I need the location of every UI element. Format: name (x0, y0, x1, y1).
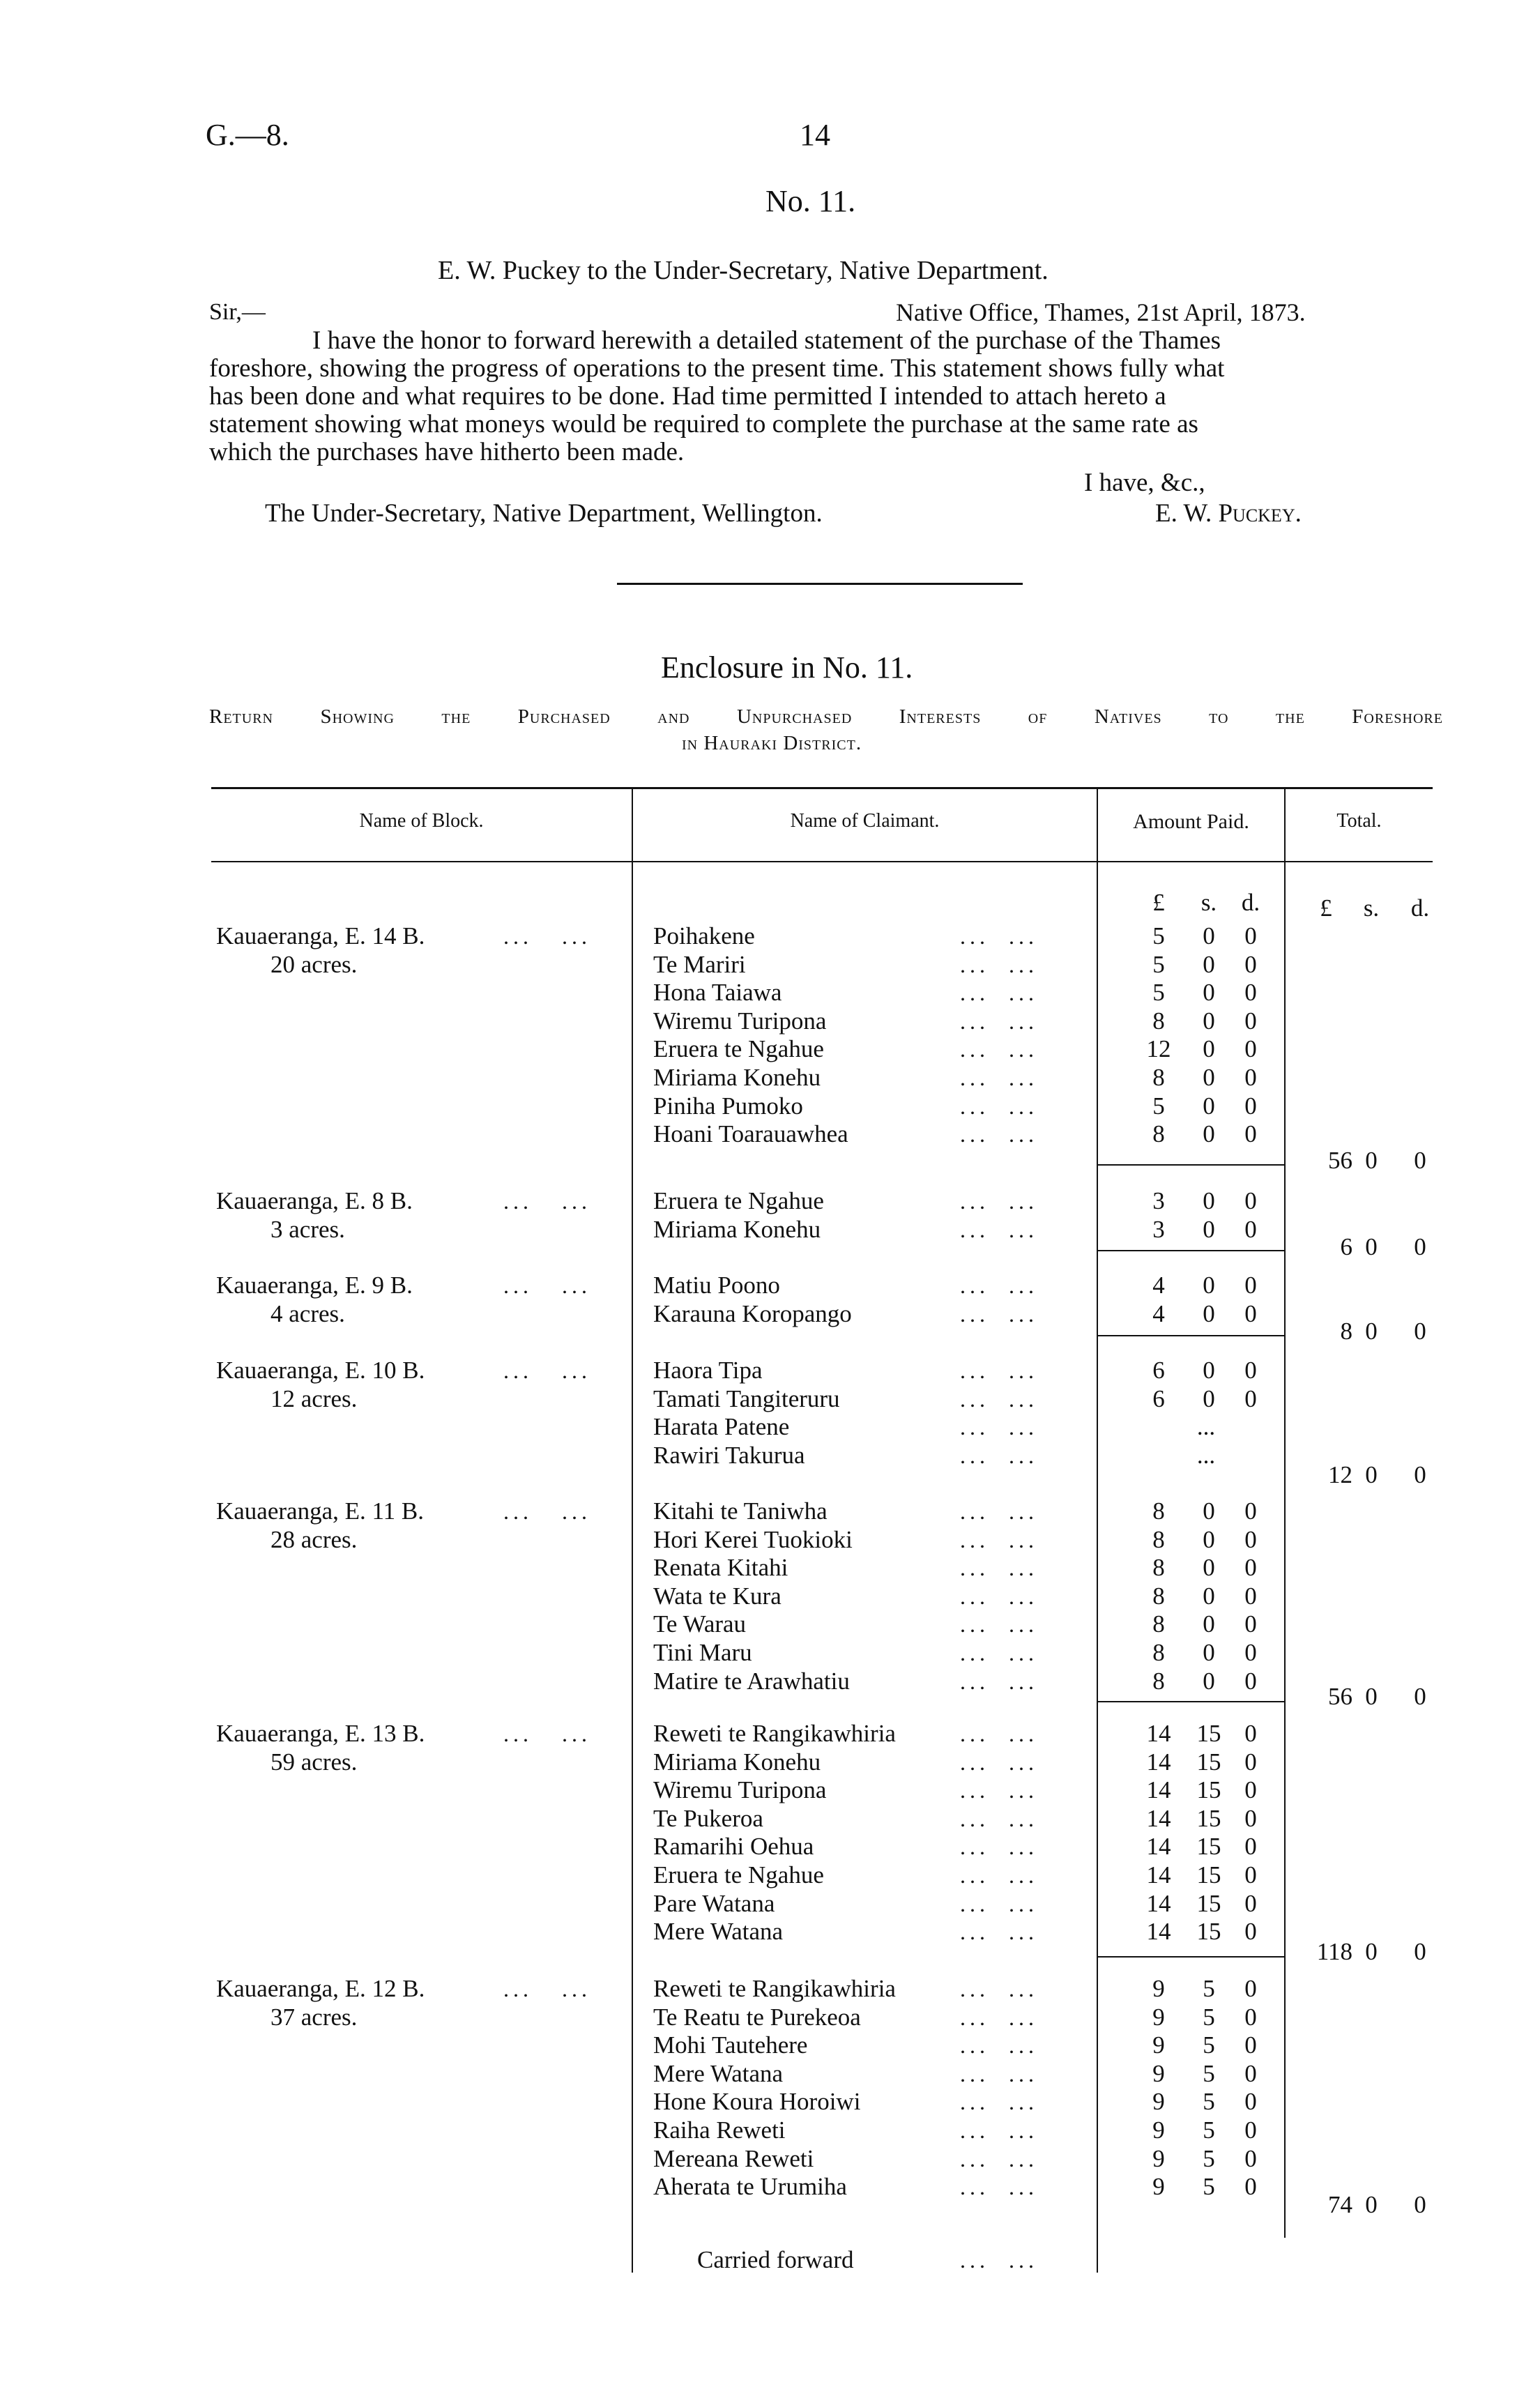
page-number: 14 (800, 118, 830, 152)
leader-dots: ... ... (960, 1189, 1038, 1214)
total-pence: 0 (1414, 1147, 1426, 1174)
amount-shillings: 0 (1203, 1035, 1215, 1063)
claimant-name: Mere Watana (653, 2059, 784, 2087)
total-pence: 0 (1414, 2191, 1426, 2218)
leader-dots: ... ... (960, 2146, 1038, 2172)
subtotal-rule (1097, 1956, 1286, 1958)
claimant-name: Matire te Arawhatiu (653, 1667, 850, 1695)
total-pounds: 56 (1328, 1147, 1352, 1174)
leader-dots: ... ... (503, 1273, 591, 1298)
amount-pounds: 14 (1146, 1889, 1171, 1917)
claimant-name: Poihakene (653, 922, 755, 949)
leader-dots: ... ... (503, 1976, 591, 2001)
table-head-rule (211, 861, 1433, 862)
amount-shillings: 0 (1203, 1357, 1215, 1384)
amount-pence: 0 (1244, 1776, 1257, 1804)
claimant-name: Raiha Reweti (653, 2116, 786, 2144)
amount-pence: 0 (1244, 1554, 1257, 1582)
leader-dots: ... ... (960, 2089, 1038, 2115)
leader-dots: ... ... (960, 1122, 1038, 1147)
amount-shillings: 15 (1196, 1804, 1221, 1832)
claimant-name: Tamati Tangiteruru (653, 1384, 840, 1412)
leader-dots: ... ... (960, 924, 1038, 949)
amount-pounds: 8 (1152, 1525, 1165, 1553)
block-acres: 12 acres. (270, 1384, 358, 1412)
col-divider-1 (632, 789, 633, 2273)
amount-pounds: 4 (1152, 1272, 1165, 1299)
col-divider-3 (1284, 789, 1286, 2238)
amount-pence: 0 (1244, 2116, 1257, 2144)
leader-dots: ... ... (960, 1891, 1038, 1916)
amount-shillings: 15 (1196, 1720, 1221, 1747)
amount-pence: 0 (1244, 1975, 1257, 2002)
amount-pence: 0 (1244, 2088, 1257, 2116)
leader-dots: ... ... (960, 1499, 1038, 1524)
letter-body (209, 327, 1436, 466)
leader-dots: ... ... (960, 2004, 1038, 2030)
amount-pounds: 6 (1152, 1357, 1165, 1384)
leader-dots: ... ... (960, 1037, 1038, 1062)
claimant-name: Eruera te Ngahue (653, 1187, 824, 1214)
total-pounds: 8 (1340, 1318, 1352, 1345)
amount-pence: 0 (1244, 2173, 1257, 2201)
claimant-name: Pare Watana (653, 1889, 775, 1917)
amount-pounds: 14 (1146, 1776, 1171, 1804)
amount-pence: 0 (1244, 1299, 1257, 1327)
dateline: Native Office, Thames, 21st April, 1873. (896, 298, 1306, 326)
amount-pounds: 12 (1146, 1035, 1171, 1063)
total-pence: 0 (1414, 1233, 1426, 1260)
amount-pence: 0 (1244, 1215, 1257, 1243)
letter-line: which the purchases have hitherto been made. (209, 438, 685, 466)
leader-dots: ... ... (960, 1863, 1038, 1888)
amount-pounds: 9 (1152, 2144, 1165, 2172)
leader-dots: ... ... (503, 924, 591, 949)
claimant-name: Te Pukeroa (653, 1804, 763, 1832)
claimant-name: Reweti te Rangikawhiria (653, 1720, 896, 1747)
amount-pounds: 5 (1152, 950, 1165, 978)
leader-dots: ... ... (960, 1216, 1038, 1242)
amount-pounds: 5 (1152, 1092, 1165, 1120)
amount-shillings: 0 (1203, 1639, 1215, 1666)
claimant-name: Mereana Reweti (653, 2144, 814, 2172)
unit-shillings: s. (1200, 889, 1217, 916)
amount-shillings: 0 (1203, 1525, 1215, 1553)
amount-shillings: 0 (1203, 1120, 1215, 1148)
amount-pounds: 14 (1146, 1833, 1171, 1861)
leader-dots: ... ... (503, 1721, 591, 1746)
claimant-name: Eruera te Ngahue (653, 1861, 824, 1888)
total-pence: 0 (1414, 1461, 1426, 1488)
letter-from-line: E. W. Puckey to the Under-Secretary, Native Department. (438, 256, 1049, 285)
leader-dots: ... ... (960, 1583, 1038, 1609)
enclosure-title: Enclosure in No. 11. (661, 650, 913, 685)
carried-forward: Carried forward (697, 2246, 854, 2273)
amount-shillings: 0 (1203, 1554, 1215, 1582)
amount-shillings: 15 (1196, 1918, 1221, 1946)
total-shillings: 0 (1365, 1683, 1378, 1710)
claimant-name: Tini Maru (653, 1639, 752, 1666)
amount-pounds: 14 (1146, 1861, 1171, 1888)
leader-dots: ... ... (960, 1721, 1038, 1746)
amount-pounds: 8 (1152, 1007, 1165, 1035)
block-acres: 20 acres. (270, 950, 358, 978)
total-shillings: 0 (1365, 1938, 1378, 1965)
block-name: Kauaeranga, E. 12 B. (216, 1975, 425, 2002)
amount-pence: 0 (1244, 1120, 1257, 1148)
leader-dots: ... ... (960, 1612, 1038, 1638)
amount-pence: 0 (1244, 922, 1257, 949)
claimant-name: Wata te Kura (653, 1582, 782, 1610)
subtotal-rule (1097, 1701, 1286, 1702)
enclosure-subtitle-2: in Hauraki District. (682, 732, 862, 754)
amount-shillings: 5 (1203, 1975, 1215, 2002)
leader-dots: ... ... (960, 1527, 1038, 1552)
amount-pence: 0 (1244, 1861, 1257, 1888)
total-shillings: 0 (1365, 2191, 1378, 2218)
claimant-name: Miriama Konehu (653, 1215, 821, 1243)
amount-shillings: 15 (1196, 1861, 1221, 1888)
total-pence: 0 (1414, 1683, 1426, 1710)
block-acres: 37 acres. (270, 2003, 358, 2031)
amount-pence: 0 (1244, 2031, 1257, 2059)
leader-dots: ... ... (960, 1301, 1038, 1327)
unit-pounds: £ (1152, 889, 1165, 916)
leader-dots: ... ... (960, 2033, 1038, 2059)
enclosure-subtitle: Return Showing the Purchased and Unpurchased Interests of Natives to the Foreshore (209, 705, 1443, 728)
block-acres: 4 acres. (270, 1299, 345, 1327)
amount-pounds: 8 (1152, 1554, 1165, 1582)
amount-pounds: 8 (1152, 1582, 1165, 1610)
amount-pounds: 8 (1152, 1064, 1165, 1091)
leader-dots: ... ... (960, 2061, 1038, 2086)
amount-shillings: 5 (1203, 2059, 1215, 2087)
total-unit-pounds: £ (1320, 894, 1332, 922)
amount-shillings: 5 (1203, 2088, 1215, 2116)
amount-pounds: 9 (1152, 2059, 1165, 2087)
total-pounds: 12 (1328, 1461, 1352, 1488)
leader-dots: ... ... (960, 2118, 1038, 2143)
leader-dots: ... ... (960, 1386, 1038, 1412)
amount-pence: 0 (1244, 1748, 1257, 1776)
column-header-amount: Amount Paid. (1133, 810, 1249, 833)
amount-pence: 0 (1244, 950, 1257, 978)
claimant-name: Mohi Tautehere (653, 2031, 808, 2059)
leader-dots: ... ... (960, 1919, 1038, 1945)
claimant-name: Mere Watana (653, 1918, 784, 1946)
claimant-name: Te Mariri (653, 950, 746, 978)
amount-shillings: 0 (1203, 1582, 1215, 1610)
total-shillings: 0 (1365, 1233, 1378, 1260)
claimant-name: Miriama Konehu (653, 1064, 821, 1091)
amount-pounds: 3 (1152, 1187, 1165, 1214)
claimant-name: Karauna Koropango (653, 1299, 852, 1327)
amount-shillings: 15 (1196, 1776, 1221, 1804)
amount-pence: 0 (1244, 1610, 1257, 1638)
amount-pounds: 6 (1152, 1384, 1165, 1412)
amount-pence: 0 (1244, 2144, 1257, 2172)
amount-shillings: 0 (1203, 979, 1215, 1007)
amount-unpaid: ... (1196, 1441, 1216, 1469)
closing: I have, &c., (1084, 468, 1205, 497)
leader-dots: ... ... (960, 952, 1038, 977)
amount-pence: 0 (1244, 1357, 1257, 1384)
amount-shillings: 5 (1203, 2031, 1215, 2059)
leader-dots: ... ... (960, 1008, 1038, 1034)
block-name: Kauaeranga, E. 14 B. (216, 922, 425, 949)
document-code: G.—8. (206, 118, 289, 152)
amount-shillings: 0 (1203, 1215, 1215, 1243)
leader-dots: ... ... (960, 980, 1038, 1006)
leader-dots: ... ... (960, 2174, 1038, 2200)
amount-shillings: 15 (1196, 1748, 1221, 1776)
amount-pence: 0 (1244, 1272, 1257, 1299)
amount-pounds: 5 (1152, 979, 1165, 1007)
leader-dots: ... ... (960, 1640, 1038, 1665)
amount-pounds: 14 (1146, 1720, 1171, 1747)
amount-pounds: 5 (1152, 922, 1165, 949)
amount-pounds: 9 (1152, 2116, 1165, 2144)
claimant-name: Eruera te Ngahue (653, 1035, 824, 1063)
claimant-name: Ramarihi Oehua (653, 1833, 814, 1861)
amount-pence: 0 (1244, 1918, 1257, 1946)
total-pence: 0 (1414, 1938, 1426, 1965)
col-divider-2 (1097, 789, 1098, 2273)
leader-dots: ... ... (960, 1778, 1038, 1803)
amount-shillings: 0 (1203, 922, 1215, 949)
leader-dots: ... ... (960, 1668, 1038, 1694)
total-pounds: 6 (1340, 1233, 1352, 1260)
claimant-name: Te Reatu te Purekeoa (653, 2003, 861, 2031)
column-header-claimant: Name of Claimant. (790, 810, 940, 832)
claimant-name: Hone Koura Horoiwi (653, 2088, 861, 2116)
amount-pence: 0 (1244, 1804, 1257, 1832)
amount-pounds: 8 (1152, 1610, 1165, 1638)
block-acres: 28 acres. (270, 1525, 358, 1553)
addressee: The Under-Secretary, Native Department, Wellington. (265, 499, 823, 528)
claimant-name: Rawiri Takurua (653, 1441, 805, 1469)
leader-dots: ... ... (960, 1414, 1038, 1440)
letter-line: I have the honor to forward herewith a detailed statement of the purchase of the Thames (312, 326, 1221, 355)
amount-pence: 0 (1244, 1384, 1257, 1412)
letter-line: has been done and what requires to be done. Had time permitted I intended to attach hereto a (209, 382, 1166, 411)
amount-shillings: 5 (1203, 2003, 1215, 2031)
total-shillings: 0 (1365, 1318, 1378, 1345)
leader-dots: ... ... (503, 1499, 591, 1524)
leader-dots: ... ... (503, 1358, 591, 1383)
amount-shillings: 0 (1203, 1092, 1215, 1120)
amount-pence: 0 (1244, 1092, 1257, 1120)
leader-dots: ... ... (960, 1273, 1038, 1298)
claimant-name: Renata Kitahi (653, 1554, 788, 1582)
claimant-name: Wiremu Turipona (653, 1776, 827, 1804)
amount-pence: 0 (1244, 2003, 1257, 2031)
amount-shillings: 5 (1203, 2144, 1215, 2172)
salutation: Sir,— (209, 299, 266, 325)
amount-shillings: 0 (1203, 1007, 1215, 1035)
amount-pounds: 8 (1152, 1667, 1165, 1695)
subtotal-rule (1097, 1335, 1286, 1336)
claimant-name: Hona Taiawa (653, 979, 782, 1007)
amount-shillings: 5 (1203, 2173, 1215, 2201)
claimant-name: Piniha Pumoko (653, 1092, 803, 1120)
block-acres: 59 acres. (270, 1748, 358, 1776)
amount-pence: 0 (1244, 1639, 1257, 1666)
amount-pounds: 3 (1152, 1215, 1165, 1243)
amount-shillings: 0 (1203, 1299, 1215, 1327)
block-name: Kauaeranga, E. 10 B. (216, 1357, 425, 1384)
amount-shillings: 0 (1203, 1497, 1215, 1525)
amount-pounds: 9 (1152, 1975, 1165, 2002)
amount-shillings: 5 (1203, 2116, 1215, 2144)
total-unit-shillings: s. (1363, 894, 1380, 922)
claimant-name: Wiremu Turipona (653, 1007, 827, 1035)
amount-pence: 0 (1244, 1497, 1257, 1525)
claimant-name: Hori Kerei Tuokioki (653, 1525, 853, 1553)
claimant-name: Harata Patene (653, 1413, 790, 1441)
amount-shillings: 15 (1196, 1833, 1221, 1861)
total-shillings: 0 (1365, 1147, 1378, 1174)
total-pounds: 56 (1328, 1683, 1352, 1710)
claimant-name: Haora Tipa (653, 1357, 763, 1384)
amount-shillings: 0 (1203, 1667, 1215, 1695)
leader-dots: ... ... (960, 1555, 1038, 1581)
amount-unpaid: ... (1196, 1413, 1216, 1441)
total-unit-pence: d. (1410, 894, 1430, 922)
letter-line: statement showing what moneys would be required to complete the purchase at the same rate as (209, 410, 1198, 438)
claimant-name: Matiu Poono (653, 1272, 780, 1299)
amount-shillings: 0 (1203, 1064, 1215, 1091)
amount-pence: 0 (1244, 1667, 1257, 1695)
amount-pounds: 9 (1152, 2003, 1165, 2031)
amount-pounds: 8 (1152, 1120, 1165, 1148)
total-pounds: 74 (1328, 2191, 1352, 2218)
leader-dots: ... ... (960, 1976, 1038, 2001)
column-header-block: Name of Block. (359, 810, 484, 832)
total-pence: 0 (1414, 1318, 1426, 1345)
amount-pence: 0 (1244, 1187, 1257, 1214)
block-name: Kauaeranga, E. 9 B. (216, 1272, 413, 1299)
amount-pence: 0 (1244, 2059, 1257, 2087)
claimant-name: Hoani Toarauawhea (653, 1120, 848, 1148)
leader-dots: ... ... (960, 1442, 1038, 1468)
amount-pence: 0 (1244, 1582, 1257, 1610)
section-divider (617, 583, 1023, 585)
amount-pounds: 9 (1152, 2088, 1165, 2116)
amount-pounds: 8 (1152, 1497, 1165, 1525)
amount-pounds: 8 (1152, 1639, 1165, 1666)
amount-pence: 0 (1244, 1007, 1257, 1035)
amount-pence: 0 (1244, 1035, 1257, 1063)
amount-pence: 0 (1244, 979, 1257, 1007)
subtotal-rule (1097, 1164, 1286, 1166)
claimant-name: Reweti te Rangikawhiria (653, 1975, 896, 2002)
claimant-name: Aherata te Urumiha (653, 2173, 847, 2201)
block-name: Kauaeranga, E. 11 B. (216, 1497, 425, 1525)
claimant-name: Te Warau (653, 1610, 747, 1638)
amount-pounds: 4 (1152, 1299, 1165, 1327)
total-pounds: 118 (1316, 1938, 1352, 1965)
document-number: No. 11. (765, 184, 856, 218)
amount-shillings: 0 (1203, 1187, 1215, 1214)
leader-dots: ... ... (960, 1834, 1038, 1860)
leader-dots: ... ... (960, 1065, 1038, 1090)
amount-pounds: 14 (1146, 1804, 1171, 1832)
subtotal-rule (1097, 1250, 1286, 1251)
amount-pence: 0 (1244, 1064, 1257, 1091)
amount-shillings: 0 (1203, 950, 1215, 978)
table-top-rule (211, 787, 1433, 789)
leader-dots: ... ... (960, 1806, 1038, 1831)
amount-shillings: 0 (1203, 1272, 1215, 1299)
amount-pounds: 14 (1146, 1918, 1171, 1946)
leader-dots: ... ... (503, 1189, 591, 1214)
signature: E. W. Puckey. (1155, 499, 1302, 528)
block-acres: 3 acres. (270, 1215, 345, 1243)
amount-pence: 0 (1244, 1525, 1257, 1553)
leader-dots: ... ... (960, 1749, 1038, 1775)
amount-shillings: 0 (1203, 1384, 1215, 1412)
total-shillings: 0 (1365, 1461, 1378, 1488)
amount-pounds: 9 (1152, 2031, 1165, 2059)
amount-pence: 0 (1244, 1833, 1257, 1861)
amount-pounds: 9 (1152, 2173, 1165, 2201)
letter-line: foreshore, showing the progress of operations to the present time. This statement shows fully what (209, 354, 1225, 383)
amount-pounds: 14 (1146, 1748, 1171, 1776)
leader-dots: ... ... (960, 1358, 1038, 1383)
block-name: Kauaeranga, E. 8 B. (216, 1187, 413, 1214)
block-name: Kauaeranga, E. 13 B. (216, 1720, 425, 1747)
unit-pence: d. (1241, 889, 1260, 916)
claimant-name: Kitahi te Taniwha (653, 1497, 828, 1525)
amount-shillings: 15 (1196, 1889, 1221, 1917)
amount-pence: 0 (1244, 1889, 1257, 1917)
amount-shillings: 0 (1203, 1610, 1215, 1638)
column-header-total: Total. (1336, 810, 1382, 832)
claimant-name: Miriama Konehu (653, 1748, 821, 1776)
amount-pence: 0 (1244, 1720, 1257, 1747)
carried-forward-leader: ... ... (960, 2248, 1038, 2273)
leader-dots: ... ... (960, 1093, 1038, 1119)
